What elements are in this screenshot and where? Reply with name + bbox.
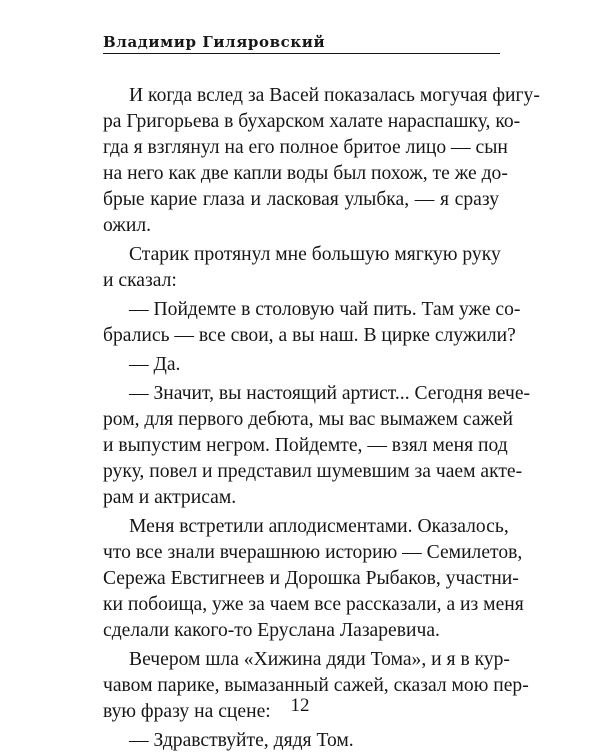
text-line: — Да. [129,354,181,375]
page-number: 12 [290,695,310,716]
running-header [103,33,500,67]
text-line: чавом парике, вымазанный сажей, сказал мою пер- [103,675,529,696]
text-line: и сказал: [103,270,177,291]
text-line: руку, повел и представил шумевшим за чаем актe- [103,461,523,482]
text-line: ра Григорьева в бухарском халате нараспашку, ко- [103,111,521,132]
text-line: Сережа Евстигнеев и Дорошка Рыбаков, участни- [103,568,519,589]
author-name: Владимир Гиляровский [103,33,326,51]
text-line: — Значит, вы настоящий артист... Сегодня вече- [129,383,531,404]
text-line: сделали какого-то Еруслана Лазаревича. [103,620,440,641]
text-line: ки побоища, уже за чаем все рассказали, а из меня [103,594,524,615]
text-line: гда я взглянул на его полное бритое лицо — сын [103,137,508,158]
text-line: брались — все свои, а вы наш. В цирке служили? [103,325,516,346]
header-rule [103,53,500,54]
text-line: что все знали вчерашнюю историю — Семилетов, [103,542,523,563]
text-line: рам и актрисам. [103,487,237,508]
text-line: Старик протянул мне большую мягкую руку [129,244,501,265]
text-line: ожил. [103,215,152,236]
text-line: Меня встретили аплодисментами. Оказалось, [129,516,509,537]
text-line: — Пойдемте в столовую чай пить. Там уже со- [129,299,521,320]
text-line: ром, для первого дебюта, мы вас вымажем сажей [103,409,514,430]
text-line: вую фразу на сцене: [103,701,271,722]
text-line: — Здравствуйте, дядя Том. [129,730,354,751]
text-line: Вечером шла «Хижина дяди Тома», и я в кур- [129,649,510,670]
text-line: на него как две капли воды был похож, те же до- [103,163,508,184]
text-line: брые карие глаза и ласковая улыбка, — я сразу [103,189,499,210]
text-line: и выпустим негром. Пойдемте, — взял меня под [103,435,508,456]
text-line: И когда вслед за Васей показалась могучая фигу- [129,85,540,106]
